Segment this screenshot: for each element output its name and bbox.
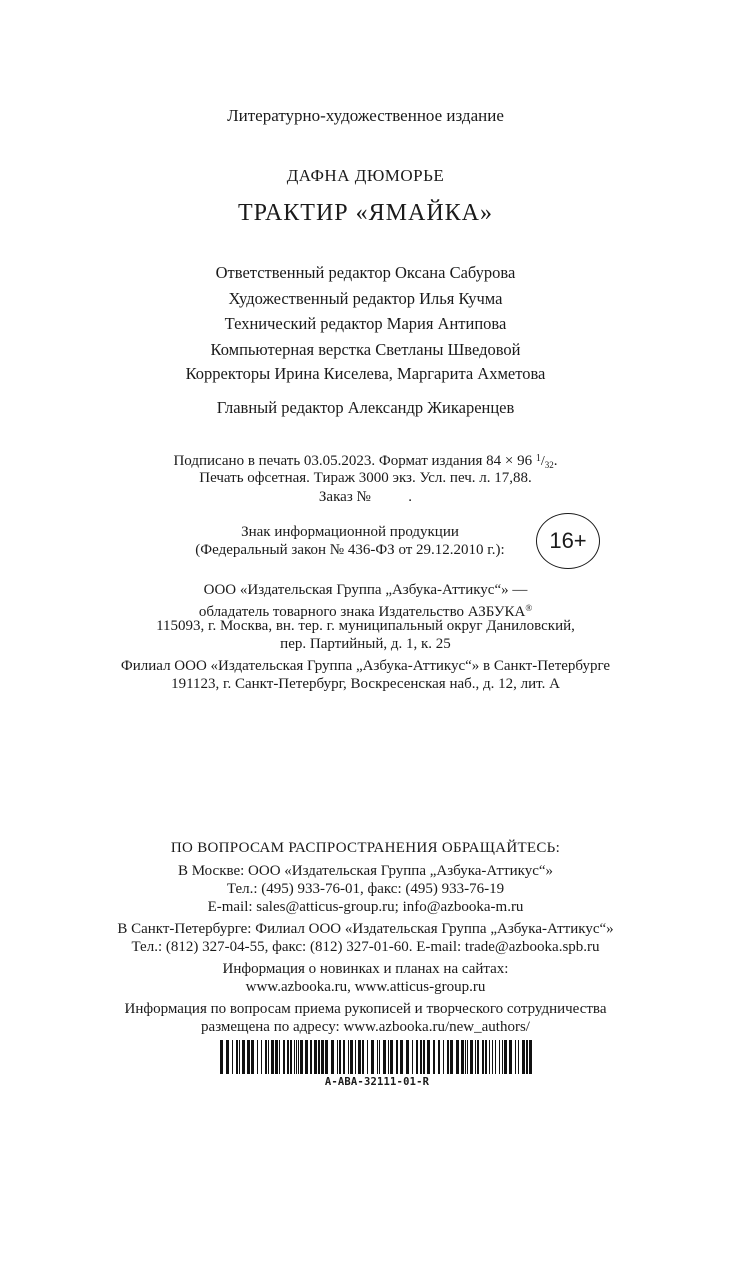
barcode-bar (268, 1040, 269, 1074)
barcode-bar (438, 1040, 440, 1074)
barcode-bar (526, 1040, 528, 1074)
publisher-trademark: обладатель товарного знака Издательство АЗБУКА (198, 604, 526, 620)
barcode-bar (339, 1040, 341, 1074)
barcode-bar (461, 1040, 464, 1074)
publisher-line4: пер. Партийный, д. 1, к. 25 (280, 636, 451, 652)
moscow-line2: Тел.: (495) 933-76-01, факс: (495) 933-76-19 (226, 881, 505, 897)
branch-line2: 191123, г. Санкт-Петербург, Воскресенская наб., д. 12, лит. А (171, 676, 560, 692)
moscow-line1: В Москве: ООО «Издательская Группа „Азбука-Аттикус“» (177, 863, 554, 879)
barcode-bar (257, 1040, 258, 1074)
barcode-bar (420, 1040, 422, 1074)
barcode-bar (331, 1040, 334, 1074)
barcode-bar (482, 1040, 484, 1074)
barcode-bar (242, 1040, 245, 1074)
barcode-bar (358, 1040, 361, 1074)
barcode-bar (443, 1040, 444, 1074)
barcode-bar (522, 1040, 525, 1074)
barcode-bar (427, 1040, 430, 1074)
barcode-bar (456, 1040, 459, 1074)
edition-type: Литературно-художественное издание (227, 106, 504, 125)
barcode-bar (495, 1040, 496, 1074)
barcode (218, 1040, 536, 1074)
barcode-bar (416, 1040, 418, 1074)
barcode-bar (383, 1040, 386, 1074)
staff-line: Технический редактор Мария Антипова (224, 314, 507, 333)
publisher-line1: ООО «Издательская Группа „Азбука-Аттикус“» — (203, 582, 528, 598)
sites-line1: Информация о новинках и планах на сайтах: (222, 961, 509, 977)
barcode-bar (390, 1040, 393, 1074)
barcode-bar (362, 1040, 364, 1074)
print-info-text: Подписано в печать 03.05.2023. Формат издания 84 × 96 (173, 453, 536, 469)
barcode-bar (294, 1040, 295, 1074)
barcode-bar (388, 1040, 389, 1074)
barcode-bar (279, 1040, 280, 1074)
barcode-bar (247, 1040, 250, 1074)
barcode-bar (343, 1040, 345, 1074)
barcode-bar (515, 1040, 516, 1074)
barcode-bar (355, 1040, 356, 1074)
barcode-bar (465, 1040, 466, 1074)
registered-mark: ® (525, 603, 533, 613)
barcode-bar (251, 1040, 254, 1074)
moscow-line3: E-mail: sales@atticus-group.ru; info@azbooka-m.ru (207, 899, 524, 915)
sites-line2: www.azbooka.ru, www.atticus-group.ru (245, 979, 486, 995)
format-fraction (535, 453, 554, 470)
barcode-bar (232, 1040, 233, 1074)
print-info-end: . (553, 453, 558, 469)
barcode-bar (433, 1040, 435, 1074)
barcode-bar (367, 1040, 368, 1074)
staff-line: Компьютерная верстка Светланы Шведовой (210, 340, 521, 359)
barcode-bar (504, 1040, 507, 1074)
barcode-bar (485, 1040, 487, 1074)
barcode-bar (489, 1040, 490, 1074)
fraction-denominator: 32 (544, 460, 554, 470)
barcode-bar (239, 1040, 240, 1074)
staff-line: Корректоры Ирина Киселева, Маргарита Ахметова (185, 364, 546, 383)
barcode-bar (423, 1040, 425, 1074)
barcode-bar (377, 1040, 378, 1074)
barcode-bar (226, 1040, 229, 1074)
barcode-bar (499, 1040, 500, 1074)
barcode-bar (529, 1040, 532, 1074)
print-info-line2: Печать офсетная. Тираж 3000 экз. Усл. печ. л. 17,88. (199, 470, 532, 486)
age-rating-badge: 16+ (536, 513, 600, 569)
barcode-bar (502, 1040, 503, 1074)
barcode-bar (287, 1040, 289, 1074)
barcode-bar (509, 1040, 512, 1074)
barcode-bar (477, 1040, 479, 1074)
barcode-bar (296, 1040, 297, 1074)
barcode-bar (298, 1040, 299, 1074)
barcode-bar (371, 1040, 374, 1074)
barcode-bar (318, 1040, 320, 1074)
barcode-bar (321, 1040, 324, 1074)
barcode-bar (325, 1040, 328, 1074)
barcode-bar (406, 1040, 409, 1074)
barcode-bar (310, 1040, 312, 1074)
barcode-bar (283, 1040, 285, 1074)
barcode-bar (396, 1040, 398, 1074)
barcode-bar (450, 1040, 453, 1074)
barcode-bar (220, 1040, 223, 1074)
barcode-bar (412, 1040, 413, 1074)
federal-law: (Федеральный закон № 436-ФЗ от 29.12.2010 г.): (195, 542, 505, 558)
chief-editor: Главный редактор Александр Жикаренцев (216, 398, 515, 417)
barcode-bar (475, 1040, 476, 1074)
barcode-bar (275, 1040, 278, 1074)
fraction-numerator: 1 (535, 453, 541, 464)
barcode-bar (236, 1040, 238, 1074)
barcode-bar (470, 1040, 473, 1074)
barcode-bar (400, 1040, 403, 1074)
barcode-bar (379, 1040, 380, 1074)
barcode-bar (261, 1040, 262, 1074)
author-name: ДАФНА ДЮМОРЬЕ (286, 166, 445, 185)
barcode-bar (265, 1040, 267, 1074)
book-title: ТРАКТИР «ЯМАЙКА» (238, 200, 493, 226)
manuscripts-line1: Информация по вопросам приема рукописей и творческого сотрудничества (124, 1001, 607, 1017)
barcode-bar (290, 1040, 292, 1074)
staff-line: Художественный редактор Илья Кучма (228, 289, 503, 308)
barcode-bar (305, 1040, 308, 1074)
info-product-sign: Знак информационной продукции (241, 524, 459, 540)
barcode-bar (447, 1040, 449, 1074)
branch-line1: Филиал ООО «Издательская Группа „Азбука-Аттикус“» в Санкт-Петербурге (120, 658, 611, 674)
distribution-heading: ПО ВОПРОСАМ РАСПРОСТРАНЕНИЯ ОБРАЩАЙТЕСЬ: (170, 840, 561, 856)
barcode-bar (300, 1040, 303, 1074)
spb-line2: Тел.: (812) 327-04-55, факс: (812) 327-01-60. E-mail: trade@azbooka.spb.ru (131, 939, 600, 955)
order-number: Заказ № . (318, 489, 413, 505)
barcode-bar (350, 1040, 353, 1074)
barcode-bar (314, 1040, 317, 1074)
publisher-line3: 115093, г. Москва, вн. тер. г. муниципальный округ Даниловский, (156, 618, 575, 634)
staff-line: Ответственный редактор Оксана Сабурова (215, 263, 516, 282)
barcode-bar (467, 1040, 468, 1074)
manuscripts-line2: размещена по адресу: www.azbooka.ru/new_authors/ (201, 1019, 530, 1035)
barcode-bar (348, 1040, 349, 1074)
spb-line1: В Санкт-Петербурге: Филиал ООО «Издательская Группа „Азбука-Аттикус“» (117, 921, 614, 937)
barcode-bar (492, 1040, 493, 1074)
barcode-label: A-ABA-32111-01-R (324, 1076, 430, 1088)
barcode-bar (337, 1040, 338, 1074)
barcode-bar (518, 1040, 519, 1074)
fraction-separator: / (540, 454, 545, 469)
barcode-bar (271, 1040, 274, 1074)
